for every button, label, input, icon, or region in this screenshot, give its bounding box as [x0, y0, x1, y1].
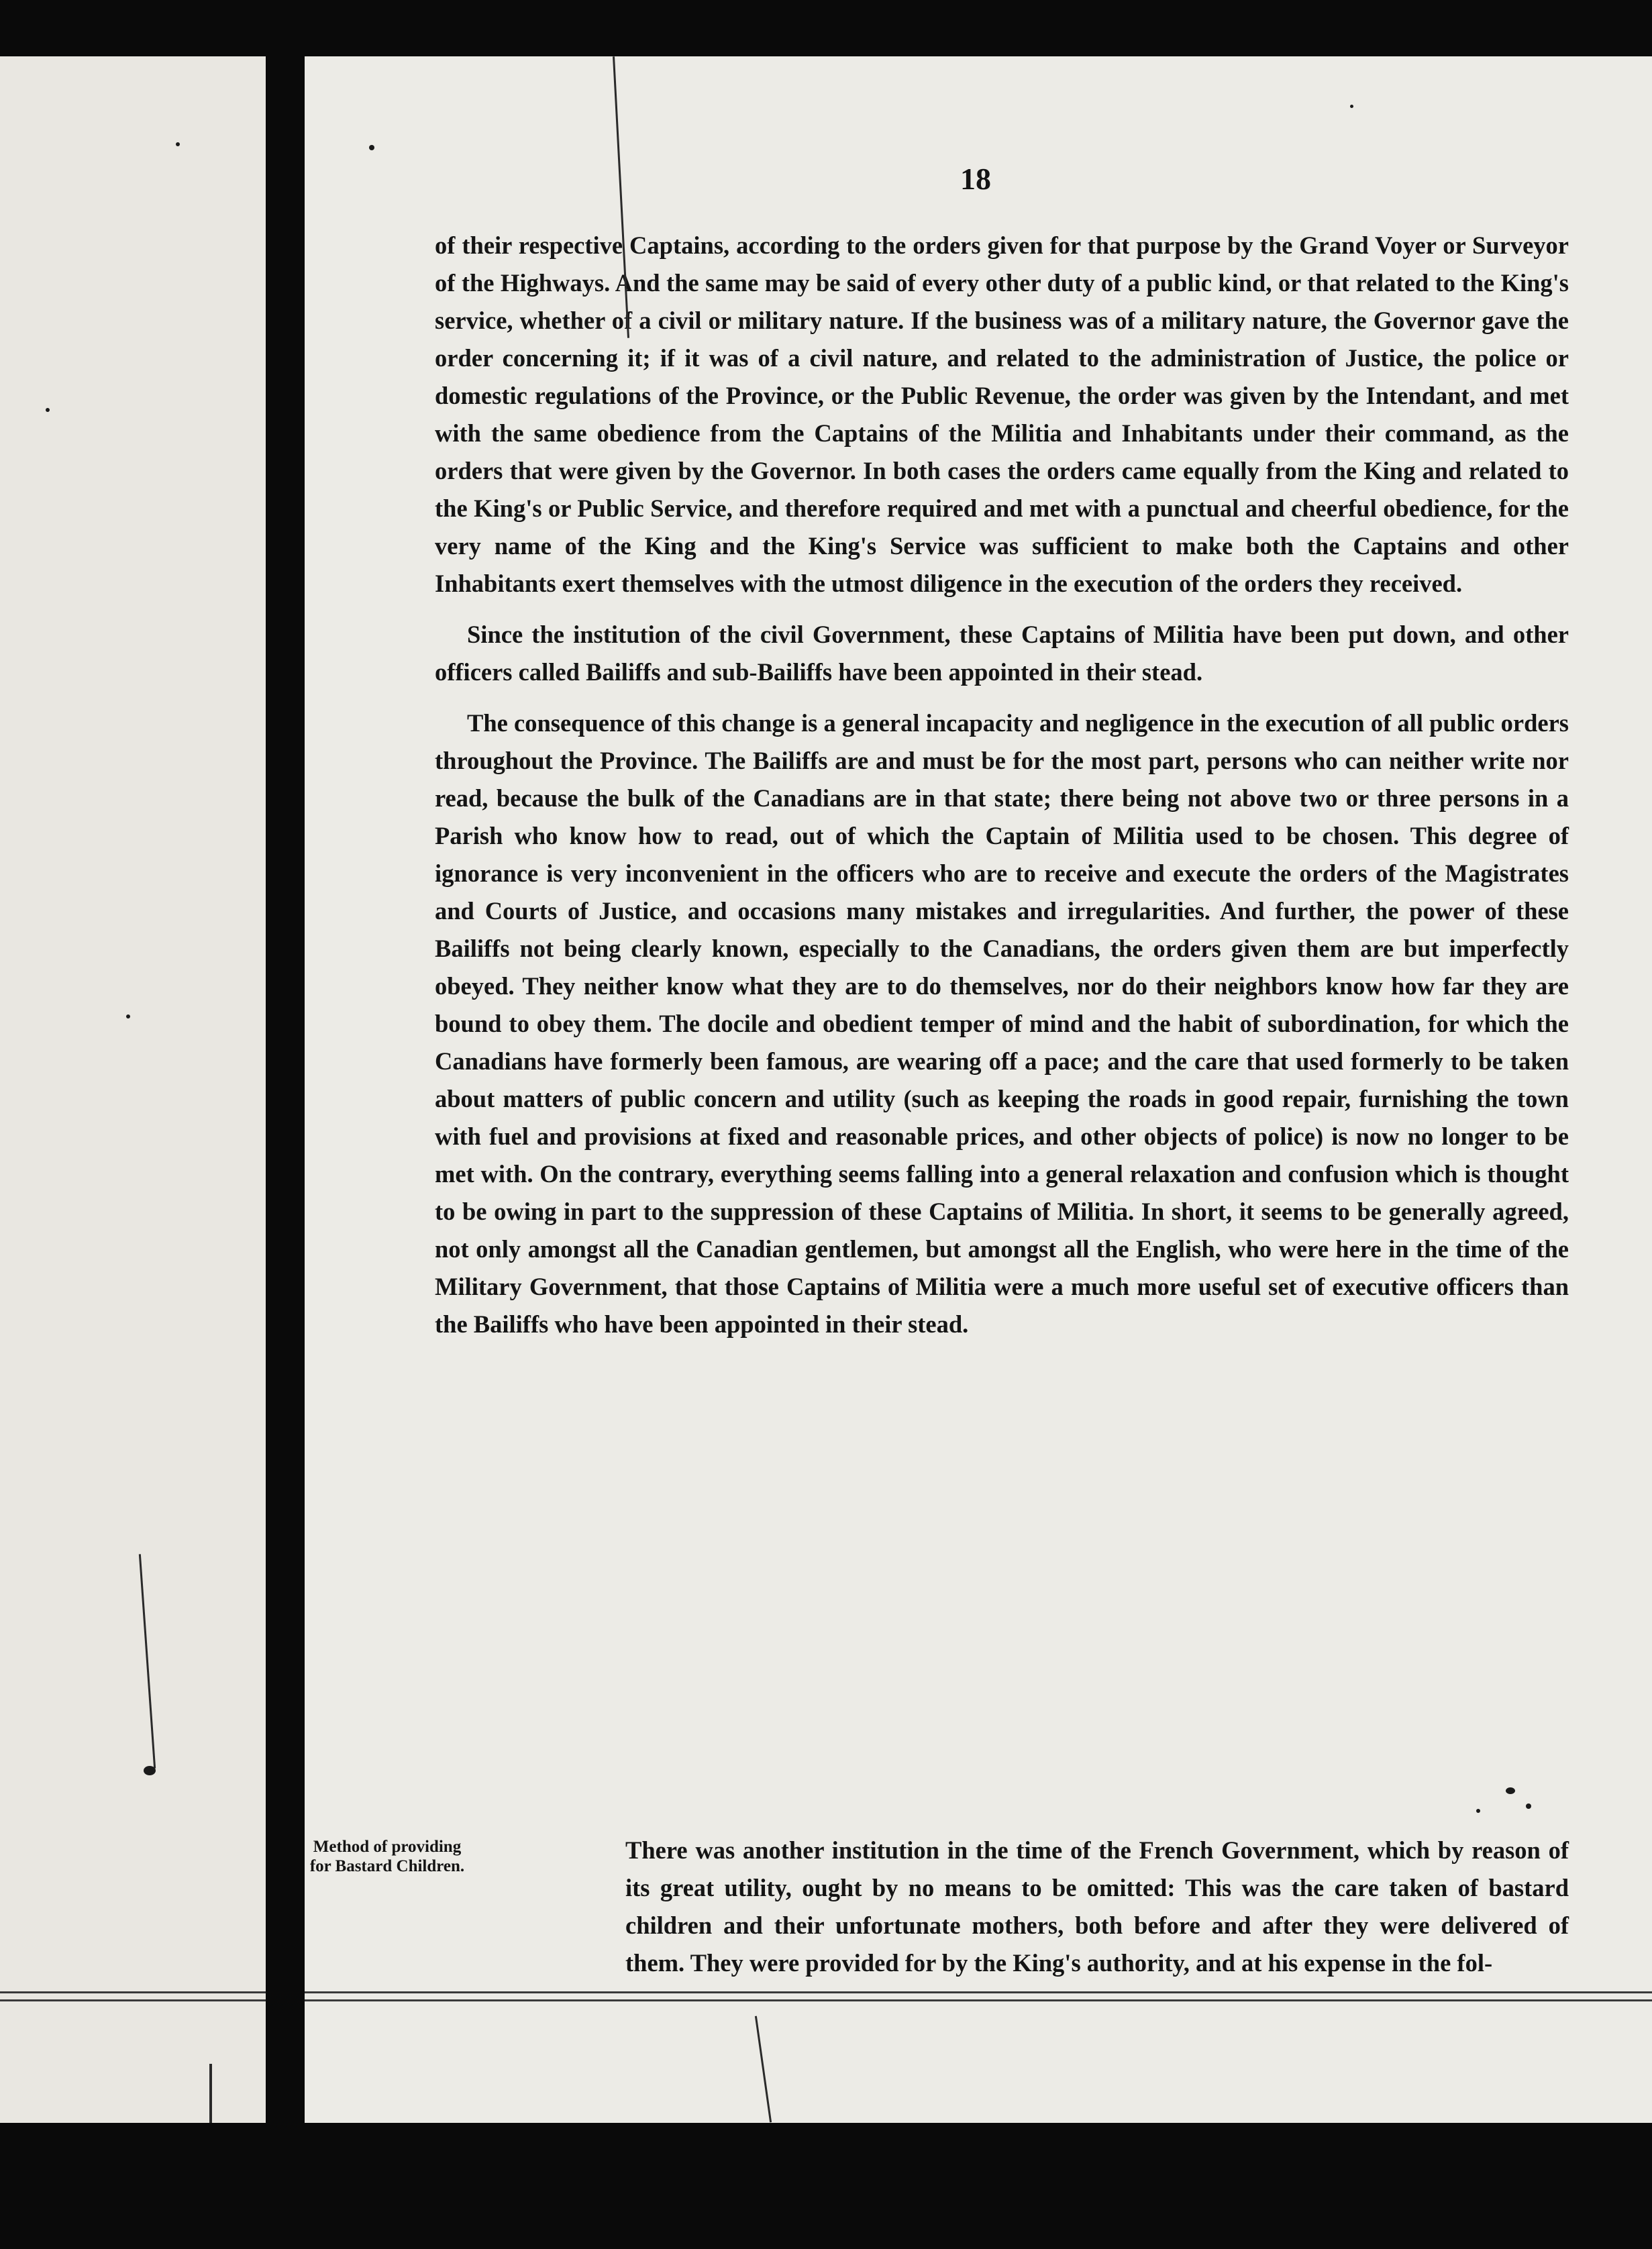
- paragraph-4: [435, 1832, 1569, 1982]
- margin-note: Method of providing for Bastard Children.: [309, 1838, 465, 1875]
- ink-speck: [176, 142, 180, 146]
- ink-trace: [139, 1554, 156, 1768]
- ink-speck: [1526, 1803, 1531, 1809]
- body-text: [435, 227, 1569, 1343]
- document-page: [305, 56, 1652, 2123]
- page-number: 18: [960, 162, 991, 196]
- left-bottom-rule: [0, 1991, 266, 1993]
- paragraph-3: The consequence of this change is a general incapacity and negligence in the execution of all public orders throughout the Province. The Bailiffs are and must be for the most part, persons who can neither write nor read, because the bulk of the Canadians are in that state; there being not above two or three persons in a Parish who know how to read, out of which the Captain of Militia used to be chosen. This degree of ignorance is very inconvenient in the officers who are to receive and execute the orders of the Magistrates and Courts of Justice, and occasions many mistakes and irregularities. And further, the power of these Bailiffs not being clearly known, especially to the Canadians, the orders given them are but imperfectly obeyed. They neither know what they are to do themselves, nor do their neighbors know how far they are bound to obey them. The docile and obedient temper of mind and the habit of subordination, for which the Canadians have formerly been famous, are wearing off a pace; and the care that used formerly to be taken about matters of public concern and utility (such as keeping the roads in good repair, furnishing the town with fuel and provisions at fixed and reasonable prices, and other objects of police) is now no longer to be met with. On the contrary, everything seems falling into a general relaxation and confusion which is thought to be owing in part to the suppression of these Captains of Militia. In short, it seems to be generally agreed, not only amongst all the Canadian gentlemen, but amongst all the English, who were here in the time of the Military Government, that those Captains of Militia were a much more useful set of executive officers than the Bailiffs who have been appointed in their stead.: [435, 709, 1569, 1338]
- bottom-rule: [305, 1991, 1652, 1993]
- paragraph-1: of their respective Captains, according to the orders given for that purpose by the Grand Voyer or Surveyor of the Highways. And the same may be said of every other duty of a public kind, or that related to the King's service, whether of a civil or military nature. If the business was of a military nature, the Governor gave the order concerning it; if it was of a civil nature, and related to the administration of Justice, the police or domestic regulations of the Province, or the Public Revenue, the order was given by the Intendant, and met with the same obedience from the Captains of the Militia and Inhabitants under their command, as the orders that were given by the Governor. In both cases the orders came equally from the King and related to the King's or Public Service, and therefore required and met with a punctual and cheerful obedience, for the very name of the King and the King's Service was sufficient to make both the Captains and other Inhabitants exert themselves with the utmost diligence in the execution of the orders they received.: [435, 231, 1569, 597]
- film-border: [0, 2123, 1652, 2249]
- ink-speck: [46, 408, 50, 412]
- ink-blot: [144, 1766, 156, 1775]
- ink-speck: [1350, 105, 1353, 108]
- left-bottom-rule-2: [0, 1999, 266, 2001]
- paragraph-2: Since the institution of the civil Government, these Captains of Militia have been put down, and other officers called Bailiffs and sub-Bailiffs have been appointed in their stead.: [435, 621, 1569, 686]
- ink-speck: [126, 1014, 130, 1018]
- film-scratch: [755, 2016, 772, 2123]
- ink-speck: [1506, 1787, 1515, 1794]
- final-paragraph-text: There was another institution in the time of the French Government, which by reason of its great utility, ought by no means to be omitted: This was the care taken of bastard children and their unfortunate mothers, both before and after they were delivered of them. They were provided for by the King's authority, and at his expense in the fol-: [625, 1836, 1569, 1977]
- bottom-rule-2: [305, 1999, 1652, 2001]
- page-gutter: [266, 56, 305, 2123]
- ink-speck: [369, 145, 374, 150]
- facing-page-edge: [0, 56, 266, 2123]
- ink-speck: [1476, 1809, 1480, 1813]
